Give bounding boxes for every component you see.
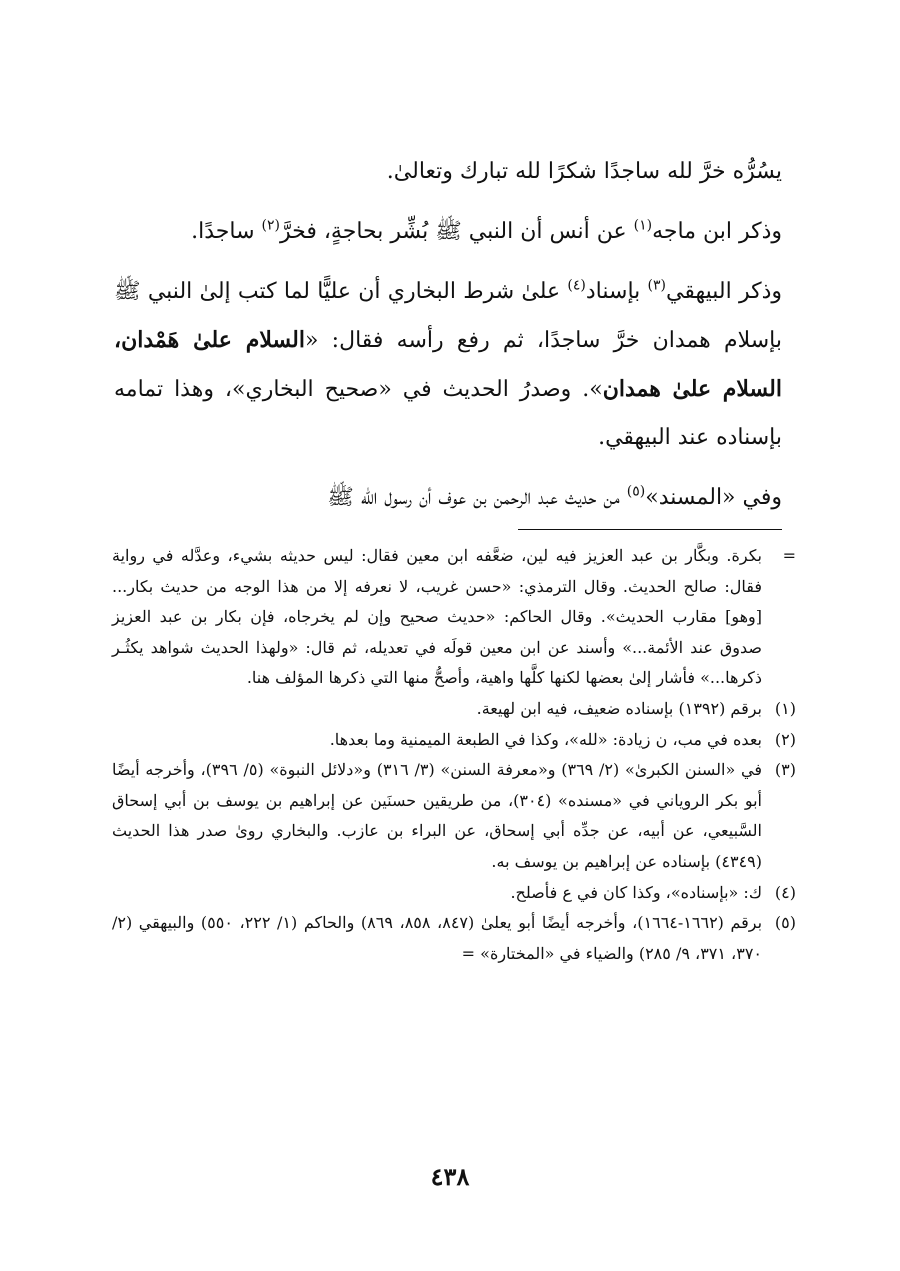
paragraph-4-text-a: وفي «المسند» [645,485,782,510]
paragraph-3-text-a: وذكر البيهقي [666,279,782,304]
paragraph-3 [114,268,782,462]
footnote-1 [112,694,796,725]
footnote-continuation-text: بكرة. وبكَّار بن عبد العزيز فيه لين، ضعَّفه ابن معين فقال: ليس حديثه بشيء، وعدَّله في رواية فقال: صالح الحديث. وقال الترمذي: «حسن غريب، لا نعرفه إلا من هذا الوجه من حديث بكار... [وهو] مقارب الحديث». وقال الحاكم: «حديث صحيح وإن لم يخرجاه، فإن بكار بن عبد العزيز صدوق عند الأئمة...» وأسند عن ابن معين قولَه في تعديله، ثم قال: «ولهذا الحديث شواهد يكثُـر ذكرها...» فأشار إلىٰ بعضها لكنها كلَّها واهية، وأصحُّ منها التي ذكرها المؤلف هنا. [112,546,763,688]
footnote-ref-2[interactable]: (٢) [261,217,280,234]
paragraph-3-text-c: علىٰ شرط البخاري أن عليًّا لما كتب إلىٰ النبي ﷺ بإسلام همدان خرَّ ساجدًا، ثم رفع رأسه فقال: « [114,279,783,353]
footnote-5-text: برقم (١٦٦٢-١٦٦٤)، وأخرجه أيضًا أبو يعلىٰ (٨٤٧، ٨٥٨، ٨٦٩) والحاكم (١/ ٢٢٢، ٥٥٠) والبيهقي (٢/ ٣٧٠، ٣٧١، ٩/ ٢٨٥) والضياء في «المختارة» = [112,913,763,963]
footnote-ref-4[interactable]: (٤) [567,277,586,294]
footnote-4-text: ك: «بإسناده»، وكذا كان في ع فأصلح. [510,882,762,902]
continuation-mark: = [782,546,796,565]
footnote-4-number: (٤) [774,882,796,902]
footnote-4 [112,878,796,909]
footnote-ref-1[interactable]: (١) [633,217,653,234]
paragraph-4 [114,474,782,522]
footnote-ref-3[interactable]: (٣) [647,277,666,294]
paragraph-2-text-b: عن أنس أن النبي ﷺ بُشِّر بحاجةٍ، فخرَّ [279,219,634,244]
footnote-3-text: في «السنن الكبرىٰ» (٢/ ٣٦٩) و«معرفة السنن» (٣/ ٣١٦) و«دلائل النبوة» (٥/ ٣٩٦)، وأخرجه أيضًا أبو بكر الروياني في «مسنده» (٣٠٤)، من طريقين حسنَين عن إبراهيم بن يوسف بن أبي إسحاق السَّبيعي، عن أبيه، عن جدِّه أبي إسحاق، عن البراء بن عازب. والبخاري روىٰ صدر هذا الحديث (٤٣٤٩) بإسناده عن إبراهيم بن يوسف به. [112,760,763,871]
paragraph-4-text-b: من حديث عبد الرحمن بن عوف أن رسول الله ﷺ [327,485,627,510]
paragraph-2 [114,208,782,256]
footnote-5 [112,908,796,969]
paragraph-1 [114,148,782,196]
footnote-separator [518,529,782,530]
footnote-3-number: (٣) [774,760,796,780]
paragraph-2-text-a: وذكر ابن ماجه [652,219,782,244]
footnote-2-number: (٢) [774,729,796,749]
paragraph-3-text-b: بإسناد [585,279,648,304]
page-number: ٤٣٨ [430,1162,470,1191]
paragraph-3-text-d: ». وصدرُ الحديث في «صحيح البخاري»، وهذا تمامه بإسناده عند البيهقي. [114,377,782,450]
footnote-5-number: (٥) [774,913,796,933]
footnotes [112,541,796,969]
paragraph-2-text-c: ساجدًا. [191,219,262,244]
paragraph-3-quote: السلام علىٰ هَمْدان، السلام علىٰ همدان [114,327,782,402]
footnote-2-text: بعده في مب، ن زيادة: «لله»، وكذا في الطبعة الميمنية وما بعدها. [329,729,762,749]
footnote-3 [112,755,796,877]
footnote-continuation [112,541,796,694]
footnote-1-number: (١) [774,698,796,718]
main-text [114,148,782,522]
footnote-ref-5[interactable]: (٥) [626,483,646,500]
paragraph-1-text: يسُرُّه خرَّ لله ساجدًا شكرًا لله تبارك وتعالىٰ. [386,159,782,184]
footnote-1-text: برقم (١٣٩٢) بإسناده ضعيف، فيه ابن لهيعة. [476,698,762,718]
footnote-2 [112,725,796,756]
